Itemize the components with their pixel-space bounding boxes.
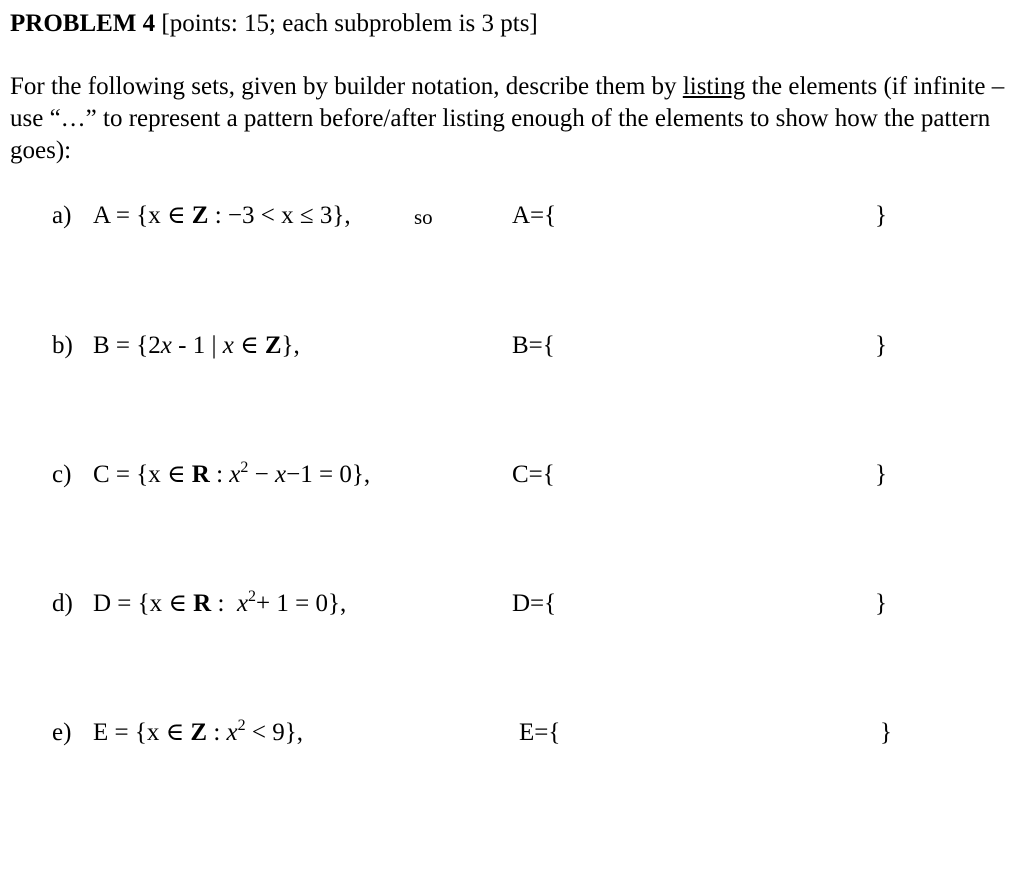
expr-set-symbol: Z	[264, 332, 282, 359]
item-a-answer-open: A={	[512, 202, 557, 229]
item-c-answer-close: }	[875, 461, 887, 488]
item-e-label: e)	[52, 719, 72, 746]
item-d-answer-close: }	[875, 590, 887, 617]
item-b-answer-close: }	[875, 332, 887, 359]
expr-text: < 9},	[245, 719, 303, 746]
expr-variable: x	[160, 332, 172, 359]
expr-variable: x	[226, 719, 238, 746]
item-d-answer-open: D={	[512, 590, 557, 617]
expr-text: :	[211, 590, 237, 617]
expr-text: ∈	[233, 332, 265, 359]
item-b-label: b)	[52, 332, 73, 359]
expr-text: A = {x ∈	[93, 202, 192, 229]
item-e-expression	[93, 715, 303, 751]
item-a-label: a)	[52, 202, 72, 229]
item-e-answer-open: E={	[519, 719, 561, 746]
instructions-paragraph	[10, 71, 1020, 167]
instructions-text-end: the elements (if infinite – use “…” to represent a pattern before/after listing enough of the elements to show how the pattern goes):	[10, 73, 1005, 164]
expr-text: −	[248, 461, 276, 488]
item-d-label: d)	[52, 590, 73, 617]
expr-text: B = {2	[93, 332, 161, 359]
expr-text: :	[209, 461, 230, 488]
problem-header	[10, 6, 538, 42]
expr-text: C = {x ∈	[93, 461, 192, 488]
instructions-underlined-word: listing	[682, 73, 746, 100]
item-c-expression	[93, 457, 370, 493]
item-d-expression	[93, 586, 346, 622]
item-e-answer-close: }	[880, 719, 892, 746]
item-c-label: c)	[52, 461, 72, 488]
expr-text: E = {x ∈	[93, 719, 191, 746]
item-b-expression	[93, 328, 300, 364]
item-b-answer-open: B={	[512, 332, 555, 359]
expr-text: : −3 < x ≤ 3},	[208, 202, 351, 229]
expr-variable: x	[236, 590, 249, 617]
expr-set-symbol: R	[191, 461, 210, 488]
item-a-answer-close: }	[875, 202, 887, 229]
expr-variable: x	[275, 461, 287, 488]
item-a-expression	[93, 198, 351, 234]
item-a-so-word: so	[414, 205, 433, 229]
problem-title: PROBLEM 4	[10, 10, 156, 37]
expr-exponent: 2	[248, 588, 257, 605]
expr-text: :	[207, 719, 227, 746]
instructions-text-start: For the following sets, given by builder notation, describe them by	[10, 73, 683, 100]
expr-set-symbol: Z	[190, 719, 208, 746]
expr-text: + 1 = 0},	[256, 590, 347, 617]
item-c-answer-open: C={	[512, 461, 555, 488]
expr-exponent: 2	[240, 459, 249, 476]
problem-points: [points: 15; each subproblem is 3 pts]	[161, 10, 538, 37]
expr-text: D = {x ∈	[93, 590, 194, 617]
expr-text: - 1 |	[171, 332, 223, 359]
expr-variable: x	[229, 461, 241, 488]
expr-exponent: 2	[237, 717, 246, 734]
expr-text: −1 = 0},	[286, 461, 371, 488]
expr-set-symbol: Z	[191, 202, 209, 229]
expr-text: },	[281, 332, 300, 359]
expr-set-symbol: R	[193, 590, 212, 617]
expr-variable: x	[222, 332, 234, 359]
